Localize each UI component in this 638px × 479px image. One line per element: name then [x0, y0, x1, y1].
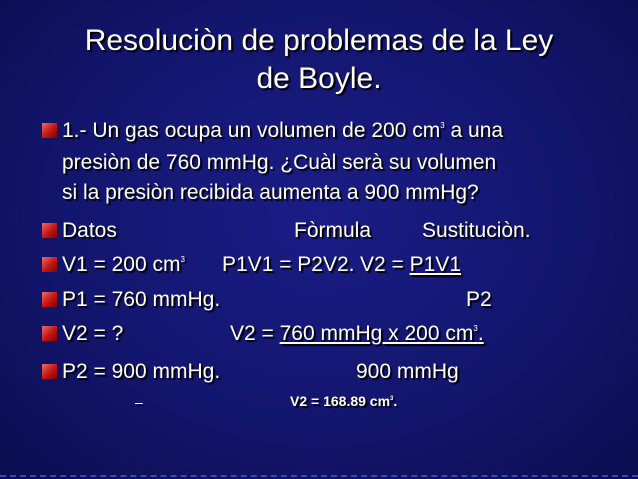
row-v2-label: V2 = ?: [62, 322, 124, 345]
row-v1-substitution: [360, 252, 461, 278]
header-sustitucion: Sustituciòn.: [422, 219, 531, 242]
bullet-square-icon: [42, 257, 57, 272]
row-v1-formula: P1V1 = P2V2.: [222, 253, 355, 276]
v1-superscript: 3: [180, 255, 185, 264]
problem-text-b: a una: [444, 119, 504, 142]
result-superscript: 3: [390, 396, 394, 402]
slide-bottom-border: [0, 475, 638, 477]
bullet-square-icon: [42, 223, 57, 238]
header-formula: Fòrmula: [294, 219, 372, 242]
problem-text-a: 1.- Un gas ocupa un volumen de 200 cm: [62, 119, 441, 142]
header-datos: Datos: [62, 219, 117, 242]
bullet-square-icon: [42, 123, 57, 138]
problem-line-3: si la presiòn recibida aumenta a 900 mmHg?: [62, 181, 479, 204]
v2-sub-numerator: [280, 322, 484, 345]
row-v1-label: [62, 252, 185, 278]
result-dot: .: [393, 393, 398, 409]
result-value: [290, 393, 397, 409]
fraction-numerator: P1V1: [409, 253, 461, 276]
bullet-square-icon: [42, 364, 57, 379]
bullet-square-icon: [42, 292, 57, 307]
problem-line-2: presiòn de 760 mmHg. ¿Cuàl serà su volumen: [62, 151, 497, 174]
row-p2-label: P2 = 900 mmHg.: [62, 360, 221, 383]
problem-superscript: 3: [440, 121, 445, 130]
result-text: V2 = 168.89 cm: [290, 393, 391, 409]
row-v2-substitution: [230, 321, 484, 347]
v2-prefix: V2 =: [360, 253, 410, 276]
row-p2-denominator: 900 mmHg: [356, 360, 459, 383]
v2-sub-prefix: V2 =: [230, 322, 280, 345]
v2-numerator-text: 760 mmHg x 200 cm: [279, 322, 474, 345]
v2-numerator-superscript: 3: [473, 324, 478, 333]
sub-bullet-dash: –: [135, 394, 143, 410]
title-line-1: Resoluciòn de problemas de la Ley: [84, 24, 554, 57]
row-p1-label: P1 = 760 mmHg.: [62, 288, 221, 311]
problem-line-1: [62, 118, 503, 144]
bullet-square-icon: [42, 326, 57, 341]
v1-text: V1 = 200 cm: [62, 253, 181, 276]
title-line-2: de Boyle.: [256, 62, 382, 95]
fraction-denominator: P2: [466, 288, 492, 311]
v2-numerator-dot: .: [477, 322, 484, 345]
slide-title: [0, 22, 638, 98]
